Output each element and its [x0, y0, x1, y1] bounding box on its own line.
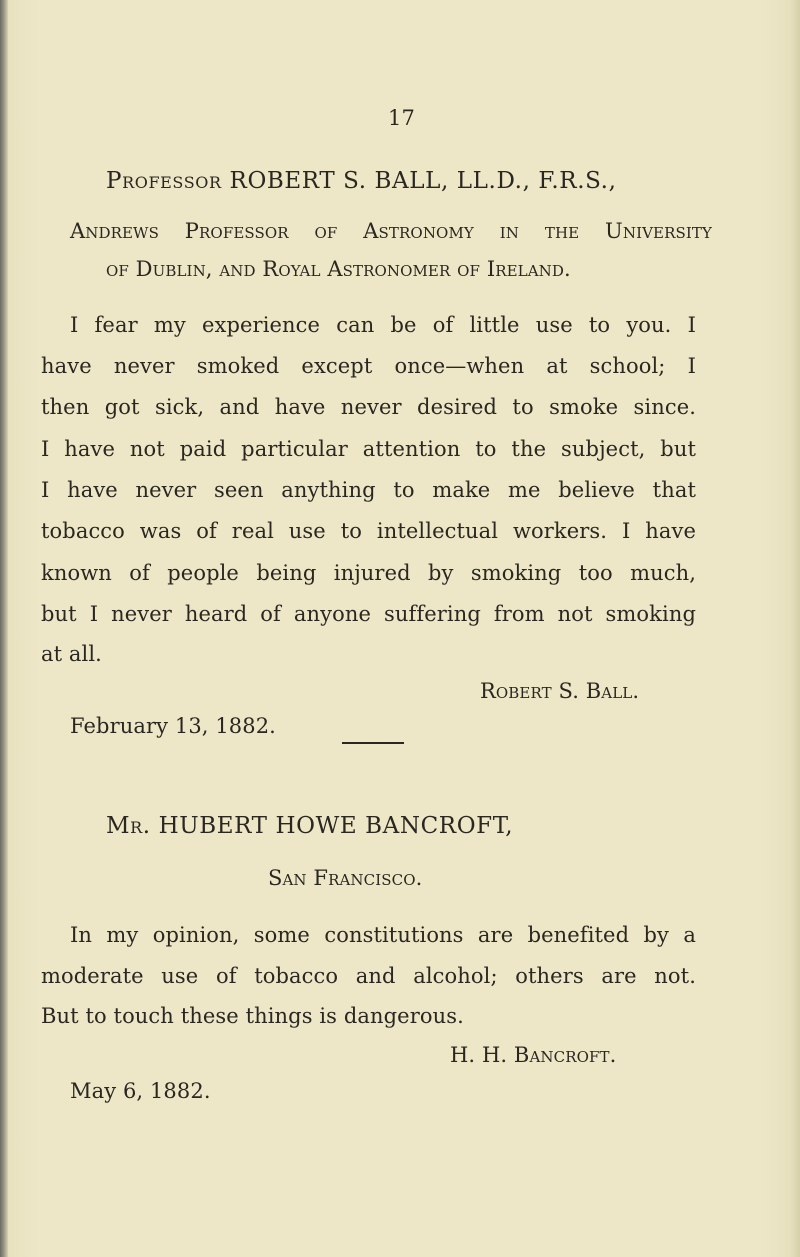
letter1-body-line: but I never heard of anyone suffering from not smoking — [41, 602, 696, 626]
letter1-body-line: at all. — [41, 642, 102, 666]
letter1-body-line: I have not paid particular attention to the subject, but — [41, 437, 696, 461]
letter2-body-line: In my opinion, some constitutions are benefited by a — [70, 923, 696, 947]
letter2-body-line: But to touch these things is dangerous. — [41, 1004, 464, 1028]
letter2-body-line: moderate use of tobacco and alcohol; others are not. — [41, 964, 696, 988]
letter2-signature: H. H. Bancroft. — [450, 1043, 617, 1067]
letter1-body-line: I fear my experience can be of little use to you. I — [70, 313, 696, 337]
letter1-body-line: tobacco was of real use to intellectual workers. I have — [41, 519, 696, 543]
letter2-date: May 6, 1882. — [70, 1079, 211, 1103]
page-binding-edge — [0, 0, 8, 1257]
letter1-subheading-line: Andrews Professor of Astronomy in the University — [70, 219, 712, 243]
letter1-body-line: known of people being injured by smoking too much, — [41, 561, 696, 585]
letter1-body-line: have never smoked except once—when at school; I — [41, 354, 696, 378]
section-divider — [342, 742, 404, 744]
letter2-subheading: San Francisco. — [268, 866, 423, 890]
page-number: 17 — [388, 106, 415, 130]
letter1-subheading-line: of Dublin, and Royal Astronomer of Ireland. — [106, 257, 571, 281]
letter1-date: February 13, 1882. — [70, 714, 276, 738]
letter1-body-line: I have never seen anything to make me believe that — [41, 478, 696, 502]
letter2-heading: Mr. HUBERT HOWE BANCROFT, — [106, 813, 514, 839]
letter1-signature: Robert S. Ball. — [480, 679, 640, 703]
letter1-heading: Professor ROBERT S. BALL, LL.D., F.R.S., — [106, 168, 617, 194]
letter1-body-line: then got sick, and have never desired to smoke since. — [41, 395, 696, 419]
